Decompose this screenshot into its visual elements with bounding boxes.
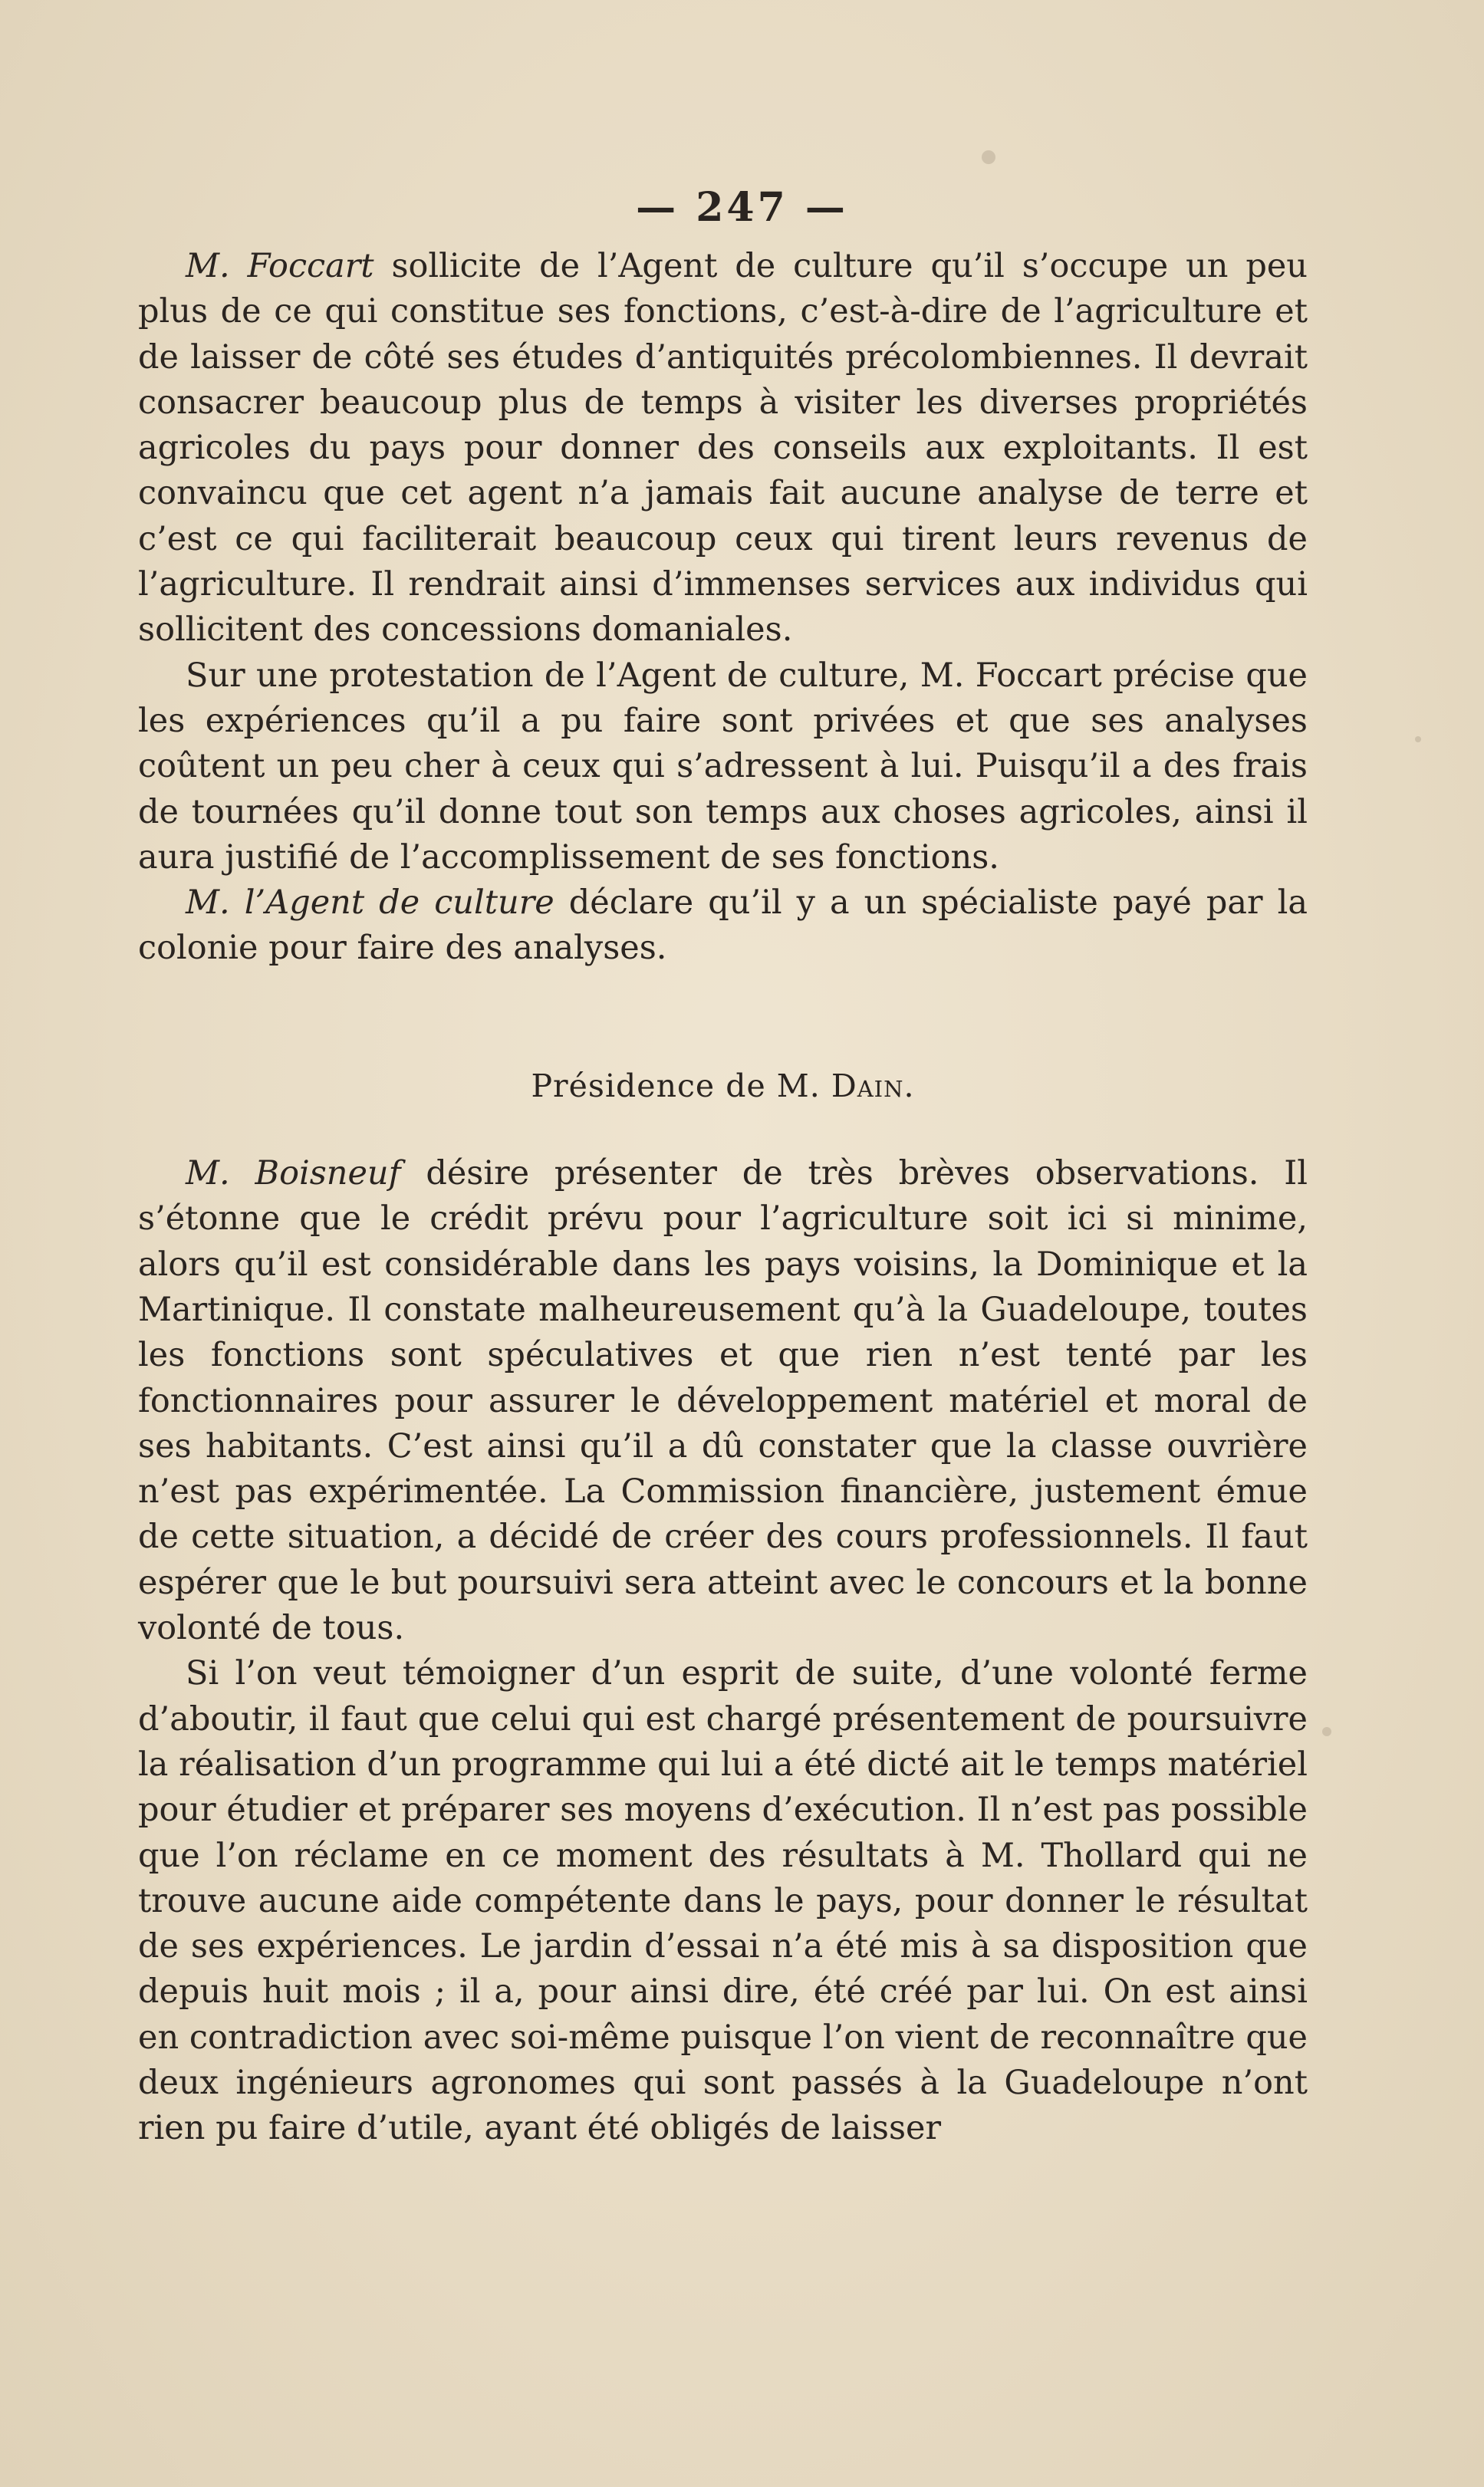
- paragraph-boisneuf-continuation: [138, 1651, 1308, 2151]
- page-number: — 247 —: [636, 184, 848, 231]
- paragraph-boisneuf-observations: [138, 1151, 1308, 1651]
- speaker-name: M. l’Agent de culture: [186, 883, 554, 923]
- paragraph-foccart-clarification: [138, 653, 1308, 880]
- paper-stain: [982, 150, 995, 164]
- paper-stain: [1415, 736, 1421, 742]
- paragraph-text: sollicite de l’Agent de culture qu’il s’occupe un peu plus de ce qui constitue ses fonctions, c’est-à-dire de l’agriculture et de laisser de côté ses études d’antiquités précolombiennes. Il devrait consacrer beaucoup plus de temps à visiter les diverses propriétés agricoles du pays pour donner des conseils aux exploitants. Il est convaincu que cet agent n’a jamais fait aucune analyse de terre et c’est ce qui faciliterait beaucoup ceux qui tirent leurs revenus de l’agriculture. Il rendrait ainsi d’immenses services aux individus qui sollicitent des concessions domaniales.: [138, 247, 1308, 650]
- paragraph-agent-reply: [138, 880, 1308, 972]
- presidency-label: Présidence de M.: [531, 1067, 821, 1104]
- presidency-heading: Présidence de M. Dain.: [531, 1067, 915, 1104]
- paper-stain: [1322, 1727, 1331, 1736]
- paragraph-text: Sur une protestation de l’Agent de culture, M. Foccart précise que les expériences qu’il a pu faire sont privées et que ses analyses coûtent un peu cher à ceux qui s’adressent à lui. Puisqu’il a des frais de tournées qu’il donne tout son temps aux choses agricoles, ainsi il aura justifié de l’accomplissement de ses fonctions.: [138, 656, 1308, 877]
- paragraph-text: déclare qu’il y a un spécialiste payé par la colonie pour faire des analyses.: [138, 883, 1308, 968]
- presidency-name: Dain: [831, 1067, 904, 1104]
- speaker-name: M. Foccart: [186, 247, 374, 285]
- speaker-name: M. Boisneuf: [186, 1154, 401, 1193]
- page-body: [138, 244, 1308, 2152]
- paragraph-foccart-request: [138, 244, 1308, 653]
- paragraph-text: Si l’on veut témoigner d’un esprit de suite, d’une volonté ferme d’aboutir, il faut que celui qui est chargé présentement de poursuivre la réalisation d’un programme qui lui a été dicté ait le temps matériel pour étudier et préparer ses moyens d’exécution. Il n’est pas possible que l’on réclame en ce moment des résultats à M. Thollard qui ne trouve aucune aide compétente dans le pays, pour donner le résultat de ses expériences. Le jardin d’essai n’a été mis à sa disposition que depuis huit mois ; il a, pour ainsi dire, été créé par lui. On est ainsi en contradiction avec soi-même puisque l’on vient de reconnaître que deux ingénieurs agronomes qui sont passés à la Guadeloupe n’ont rien pu faire d’utile, ayant été obligés de laisser: [138, 1654, 1308, 2148]
- paragraph-text: désire présenter de très brèves observations. Il s’étonne que le crédit prévu pour l’agriculture soit ici si minime, alors qu’il est considérable dans les pays voisins, la Dominique et la Martinique. Il constate malheureusement qu’à la Guadeloupe, toutes les fonctions sont spéculatives et que rien n’est tenté par les fonctionnaires pour assurer le développement matériel et moral de ses habitants. C’est ainsi qu’il a dû constater que la classe ouvrière n’est pas expérimentée. La Commission financière, justement émue de cette situation, a décidé de créer des cours professionnels. Il faut espérer que le but poursuivi sera atteint avec le concours et la bonne volonté de tous.: [138, 1154, 1308, 1648]
